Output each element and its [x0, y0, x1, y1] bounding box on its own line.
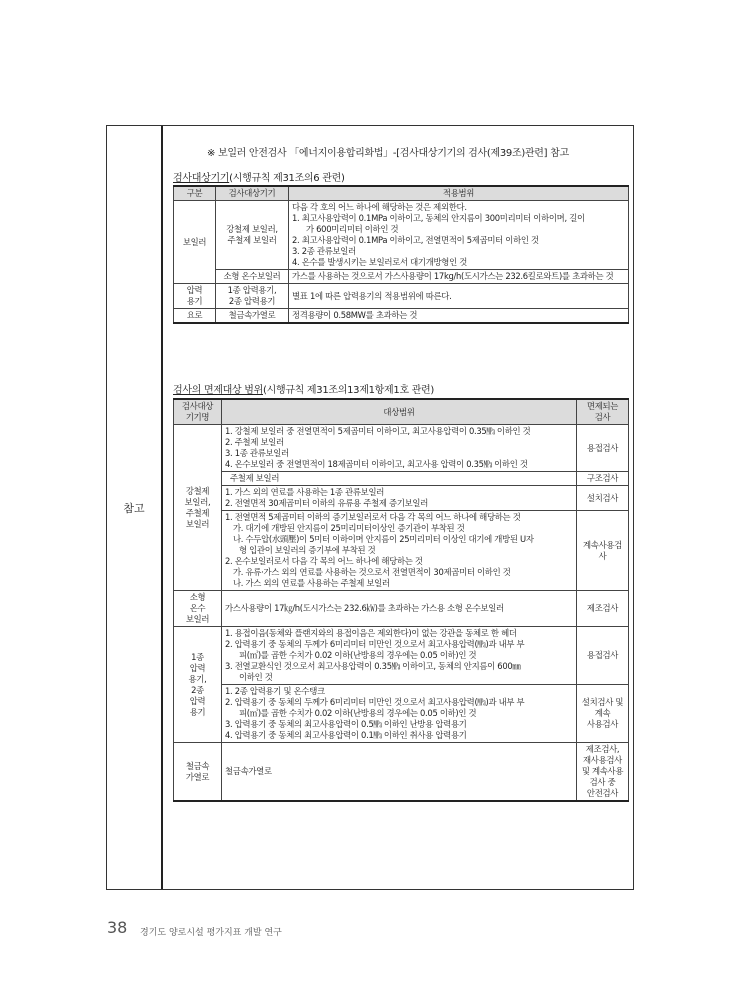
header-scope: 적용범위: [289, 186, 629, 201]
footer-title: 경기도 양로시설 평가지표 개발 연구: [140, 928, 282, 938]
exempt-scope-pressure-2: 1. 2종 압력용기 및 온수탱크 2. 압력용기 중 동체의 두께가 6미리미터 미만인 것으로서 최고사용압력(㎫)과 내부 부 피(㎥)를 곱한 수치가 0.02 이하(난방용의 경우에는 0.05 이하)인 것 3. 압력용기 중 동체의 최고사용압력이 0.5㎫ 이하인 난방용 압력용기 4. 압력용기 중 동체의 최고사용압력이 0.1㎫ 이하인 취사용 압력용기: [222, 685, 577, 743]
exempt-device-pressure-vessel: 1종 압력 용기, 2종 압력 용기: [174, 627, 222, 743]
exempt-type-pressure-1: 용접검사: [577, 627, 629, 685]
exempt-device-boiler: 강철제 보일러, 주철제 보일러: [174, 425, 222, 591]
exempt-device-furnace: 철금속 가열로: [174, 743, 222, 802]
exemption-table: [173, 398, 629, 802]
scope-furnace: 정격용량이 0.58MW를 초과하는 것: [289, 309, 629, 324]
section1-title: [173, 169, 345, 184]
exempt-type-furnace: 제조검사, 재사용검사 및 계속사용 검사 중 안전검사: [577, 743, 629, 802]
section2-title: [173, 381, 434, 396]
exempt-scope-boiler-1: 1. 강철제 보일러 중 전열면적이 5제곱미터 이하이고, 최고사용압력이 0.35㎫ 이하인 것 2. 주철제 보일러 3. 1종 관류보일러 4. 온수보일러 중 전열면적이 18제곱미터 이하이고, 최고사용 압력이 0.35㎫ 이하인 것: [222, 425, 577, 472]
page-number: 38: [107, 918, 128, 937]
exempt-type-small-boiler: 제조검사: [577, 591, 629, 627]
exempt-type-pressure-2: 설치검사 및 계속 사용검사: [577, 685, 629, 743]
reference-label: 참고: [107, 126, 163, 889]
section1-title-rest: (시행규칙 제31조의6 관련): [229, 173, 345, 184]
exempt-type-boiler-4: 계속사용검 사: [577, 511, 629, 591]
exempt-type-boiler-3: 설치검사: [577, 486, 629, 511]
reference-frame: [106, 125, 634, 890]
exempt-scope-boiler-3: 1. 가스 외의 연료를 사용하는 1종 관류보일러 2. 전열면적 30제곱미터 이하의 유류용 주철제 증기보일러: [222, 486, 577, 511]
exempt-type-boiler-2: 구조검사: [577, 472, 629, 486]
exempt-device-small-boiler: 소형 온수 보일러: [174, 591, 222, 627]
section1-title-underlined: 검사대상기기: [173, 173, 230, 184]
header-device: 검사대상기기: [216, 186, 289, 201]
scope-small-water-boiler: 가스를 사용하는 것으로서 가스사용량이 17kg/h(도시가스는 232.6킬로와트)를 초과하는 것: [289, 270, 629, 284]
device-steel-boiler: 강철제 보일러, 주철제 보일러: [216, 201, 289, 270]
exempt-scope-boiler-4: 1. 전열면적 5제곱미터 이하의 증기보일러로서 다음 각 목의 어느 하나에 해당하는 것 가. 대기에 개방된 안지름이 25미리미터이상인 증기관이 부착된 것 나. 수두압(水頭壓)이 5미터 이하이며 안지름이 25미리미터 이상인 대기에 개방된 U자 형 입관이 보일러의 증기부에 부착된 것 2. 온수보일러로서 다음 각 목의 어느 하나에 해당하는 것 가. 유류·가스 외의 연료를 사용하는 것으로서 전열면적이 30제곱미터 이하인 것 나. 가스 외의 연료를 사용하는 주철제 보일러: [222, 511, 577, 591]
header-device-name: 검사대상 기기명: [174, 399, 222, 425]
category-pressure-vessel: 압력 용기: [174, 284, 216, 309]
header-target-range: 대상범위: [222, 399, 577, 425]
device-furnace: 철금속가열로: [216, 309, 289, 324]
note-text: ※ 보일러 안전검사 「에너지이용합리화법」-[검사대상기기의 검사(제39조)관련] 참고: [207, 148, 569, 159]
scope-pressure-vessel: 별표 1에 따른 압력용기의 적용범위에 따른다.: [289, 284, 629, 309]
header-category: 구분: [174, 186, 216, 201]
exempt-scope-furnace: 철금속가열로: [222, 743, 577, 802]
exempt-scope-boiler-2: 주철제 보일러: [222, 472, 577, 486]
exempt-type-boiler-1: 용접검사: [577, 425, 629, 472]
exempt-scope-small-boiler: 가스사용량이 17㎏/h(도시가스는 232.6㎾)를 초과하는 가스용 소형 온수보일러: [222, 591, 577, 627]
scope-steel-boiler: 다음 각 호의 어느 하나에 해당하는 것은 제외한다. 1. 최고사용압력이 0.1MPa 이하이고, 동체의 안지름이 300미리미터 이하이며, 길이 가 600미리미터 이하인 것 2. 최고사용압력이 0.1MPa 이하이고, 전열면적이 5제곱미터 이하인 것 3. 2종 관류보일러 4. 온수를 발생시키는 보일러로서 대기개방형인 것: [289, 201, 629, 270]
header-exempt: 면제되는 검사: [577, 399, 629, 425]
section2-title-rest: (시행규칙 제31조의13제1항제1호 관련): [263, 385, 435, 396]
category-boiler: 보일러: [174, 201, 216, 284]
reference-content: [163, 126, 633, 889]
category-furnace: 요로: [174, 309, 216, 324]
section2-title-underlined: 검사의 면제대상 범위: [173, 385, 263, 396]
device-small-water-boiler: 소형 온수보일러: [216, 270, 289, 284]
device-pressure-vessel: 1종 압력용기, 2종 압력용기: [216, 284, 289, 309]
exempt-scope-pressure-1: 1. 용접이음(동체와 플랜지와의 용접이음은 제외한다)이 없는 강관을 동체로 한 헤더 2. 압력용기 중 동체의 두께가 6미리미터 미만인 것으로서 최고사용압력(㎫)과 내부 부 피(㎥)를 곱한 수치가 0.02 이하(난방용의 경우에는 0.05 이하)인 것 3. 전열교환식인 것으로서 최고사용압력이 0.35㎫ 이하이고, 동체의 안지름이 600㎜ 이하인 것: [222, 627, 577, 685]
inspection-target-table: [173, 185, 629, 324]
